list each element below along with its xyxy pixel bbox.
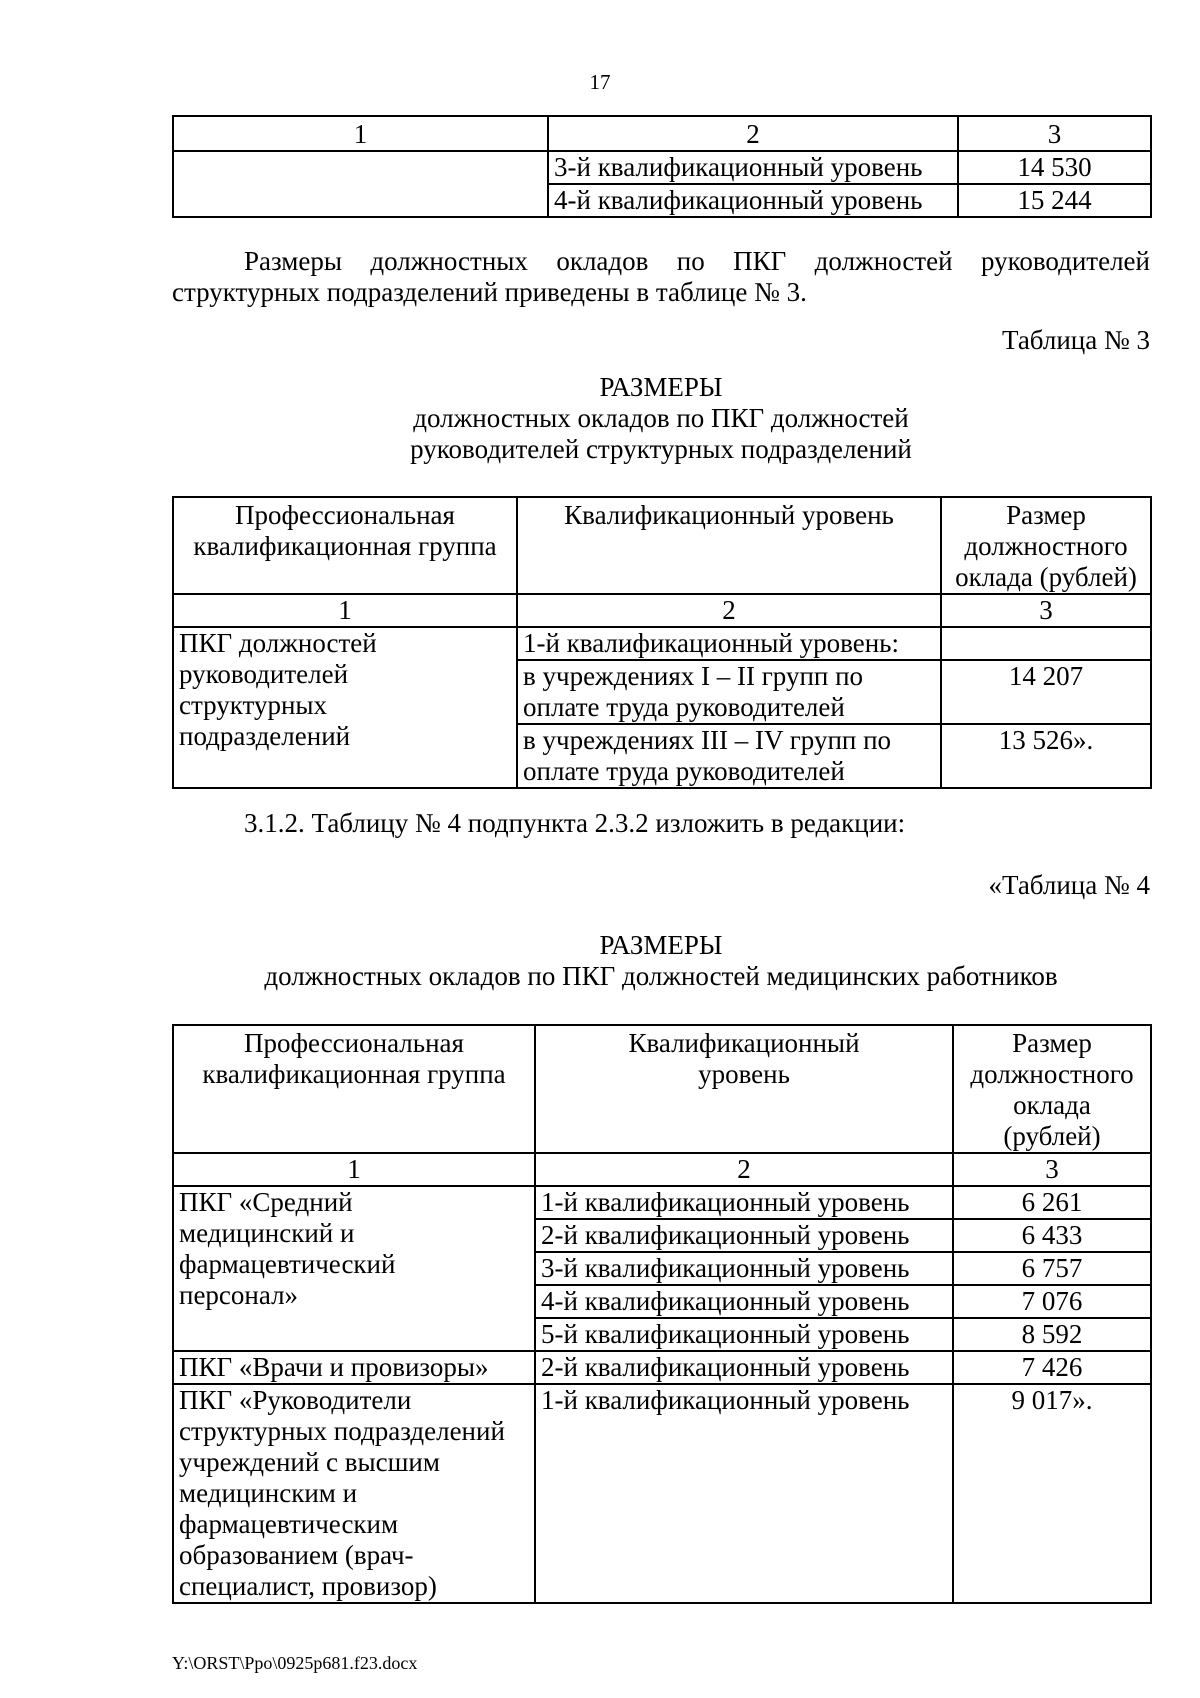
table3-title: РАЗМЕРЫ [599, 372, 723, 402]
table-cell-level: 3-й квалификационный уровень [548, 151, 958, 184]
table3-label: Таблица № 3 [1002, 325, 1150, 355]
table-3 [172, 496, 1152, 789]
table-cell-value: 9 017». [953, 1384, 1151, 1603]
footer-file-path: Y:\ORST\Ppo\0925p681.f23.docx [172, 1653, 418, 1673]
table-cell-level: 1-й квалификационный уровень [535, 1186, 953, 1219]
table3-group: ПКГ должностей руководителей структурных подразделений [173, 627, 517, 788]
page-number: 17 [589, 70, 611, 94]
table-cell-level: 3-й квалификационный уровень [535, 1252, 953, 1285]
header-group: Профессиональная квалификационная группа [173, 1025, 535, 1153]
table-cell-level: 5-й квалификационный уровень [535, 1318, 953, 1351]
header-salary: Размер должностного оклада (рублей) [941, 497, 1151, 594]
col-number-1: 1 [173, 1153, 535, 1186]
table-cell-value: 15 244 [958, 184, 1151, 217]
paragraph-intro: Размеры должностных окладов по ПКГ должностей руководителей структурных подразделений приведены в таблице № 3. [172, 246, 1150, 307]
col-number-3: 3 [958, 116, 1151, 151]
table4-title: РАЗМЕРЫ [599, 930, 723, 960]
header-level: Квалификационный уровень [517, 497, 941, 594]
table-cell-level: 2-й квалификационный уровень [535, 1351, 953, 1384]
header-salary: Размер должностного оклада (рублей) [953, 1025, 1151, 1153]
col-number-1: 1 [173, 594, 517, 627]
table4-group-heads: ПКГ «Руководители структурных подразделений учреждений с высшим медицинским и фармацевтическим образованием (врач-специалист, провизор) [173, 1384, 535, 1603]
table-cell-level: в учреждениях I – II групп по оплате труда руководителей [517, 660, 941, 724]
table4-subtitle: должностных окладов по ПКГ должностей медицинских работников [264, 961, 1058, 991]
table-cell-value: 6 433 [953, 1219, 1151, 1252]
col-number-2: 2 [517, 594, 941, 627]
col-number-2: 2 [535, 1153, 953, 1186]
table-cell-value: 14 530 [958, 151, 1151, 184]
table-cell-level: 2-й квалификационный уровень [535, 1219, 953, 1252]
table4-group-middle-medical: ПКГ «Средний медицинский и фармацевтический персонал» [173, 1186, 535, 1351]
table-continuation [172, 115, 1152, 218]
table-cell-value: 7 076 [953, 1285, 1151, 1318]
table-cell-level: 4-й квалификационный уровень [548, 184, 958, 217]
table-4 [172, 1024, 1152, 1604]
empty-group-cell [173, 151, 548, 217]
col-number-1: 1 [173, 116, 548, 151]
table-cell-value: 7 426 [953, 1351, 1151, 1384]
table-cell-level: 1-й квалификационный уровень [535, 1384, 953, 1603]
table-cell-level: 1-й квалификационный уровень: [517, 627, 941, 660]
col-number-3: 3 [941, 594, 1151, 627]
table-cell-value: 14 207 [941, 660, 1151, 724]
table-cell-value: 6 757 [953, 1252, 1151, 1285]
header-group: Профессиональная квалификационная группа [173, 497, 517, 594]
table3-subtitle-1: должностных окладов по ПКГ должностей [413, 403, 909, 433]
table3-subtitle-2: руководителей структурных подразделений [410, 434, 912, 464]
col-number-3: 3 [953, 1153, 1151, 1186]
table-cell-level: 4-й квалификационный уровень [535, 1285, 953, 1318]
table4-group-doctors: ПКГ «Врачи и провизоры» [173, 1351, 535, 1384]
table4-label: «Таблица № 4 [988, 870, 1150, 900]
table-cell-value: 13 526». [941, 724, 1151, 788]
table-cell-value [941, 627, 1151, 660]
col-number-2: 2 [548, 116, 958, 151]
header-level: Квалификационный уровень [535, 1025, 953, 1153]
table-cell-value: 8 592 [953, 1318, 1151, 1351]
table-cell-value: 6 261 [953, 1186, 1151, 1219]
table-cell-level: в учреждениях III – IV групп по оплате труда руководителей [517, 724, 941, 788]
paragraph-amendment: 3.1.2. Таблицу № 4 подпункта 2.3.2 изложить в редакции: [244, 808, 906, 838]
